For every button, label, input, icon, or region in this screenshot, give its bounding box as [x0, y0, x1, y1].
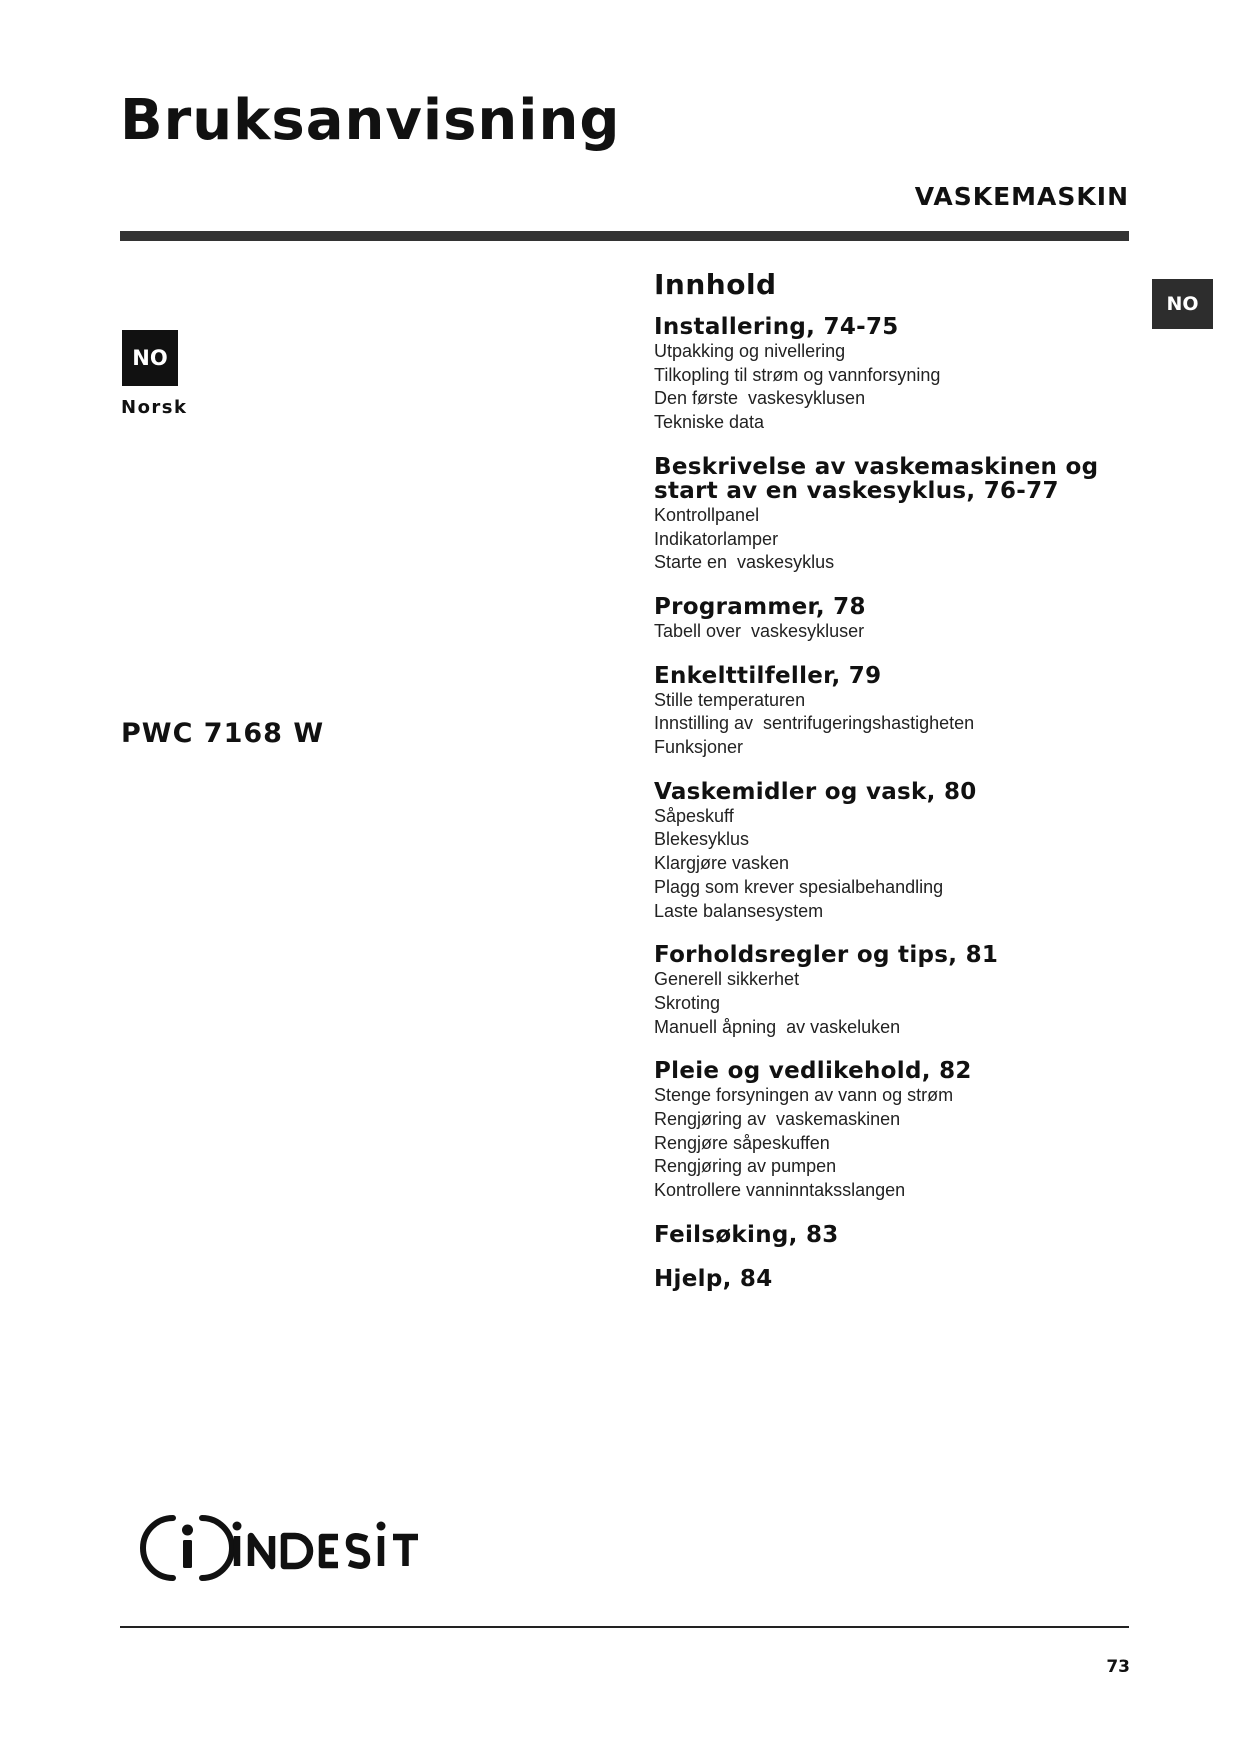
toc-item: Plagg som krever spesialbehandling: [654, 876, 944, 897]
toc-item: Indikatorlamper: [654, 528, 779, 549]
toc-item-list: [654, 968, 1124, 1039]
toc-heading: Innhold: [654, 268, 777, 301]
page-number: 73: [1106, 1657, 1130, 1677]
toc-item: Kontrollere vanninntaksslangen: [654, 1180, 906, 1201]
document-title: Bruksanvisning: [120, 88, 621, 153]
toc-item: Stenge forsyningen av vann og strøm: [654, 1085, 954, 1106]
toc-section: [654, 1059, 1124, 1203]
toc-section: [654, 1223, 1124, 1247]
header-divider: [120, 231, 1129, 241]
toc-section-title: Installering, 74-75: [654, 314, 899, 340]
language-side-tab: NO: [1152, 279, 1213, 329]
toc-section-title: Enkelttilfeller, 79: [654, 662, 882, 689]
toc-section: [654, 455, 1124, 575]
toc-section: [654, 943, 1124, 1039]
toc-item: Blekesyklus: [654, 829, 750, 850]
toc-item-list: [654, 620, 1124, 644]
toc-item-list: [654, 689, 1124, 760]
toc-item: Funksjoner: [654, 737, 744, 758]
toc-section-title: Beskrivelse av vaskemaskinen og start av en vaskesyklus, 76-77: [654, 453, 1099, 504]
toc-section-title: Pleie og vedlikehold, 82: [654, 1058, 972, 1085]
language-code-badge: NO: [122, 330, 178, 386]
table-of-contents: [654, 268, 1124, 1311]
toc-item-list: [654, 1084, 1124, 1203]
toc-item: Rengjøring av vaskemaskinen: [654, 1109, 901, 1130]
toc-section-title: Programmer, 78: [654, 593, 866, 620]
toc-item: Skroting: [654, 992, 721, 1013]
toc-item-list: [654, 504, 1124, 575]
model-number: PWC 7168 W: [121, 718, 325, 749]
toc-item-list: [654, 805, 1124, 924]
toc-item: Såpeskuff: [654, 805, 734, 826]
toc-item: Innstilling av sentrifugeringshastigheten: [654, 713, 975, 734]
language-name: Norsk: [121, 397, 188, 418]
toc-section-title: Feilsøking, 83: [654, 1221, 839, 1248]
indesit-logo-icon: [138, 1508, 428, 1584]
toc-section-title: Hjelp, 84: [654, 1265, 773, 1292]
product-type: VASKEMASKIN: [914, 182, 1129, 211]
toc-section-title: Vaskemidler og vask, 80: [654, 778, 977, 805]
toc-item: Rengjøre såpeskuffen: [654, 1132, 830, 1153]
toc-item: Tekniske data: [654, 412, 765, 433]
toc-section: [654, 315, 1124, 435]
toc-item: Den første vaskesyklusen: [654, 388, 866, 409]
toc-section: [654, 1267, 1124, 1291]
toc-item: Starte en vaskesyklus: [654, 552, 835, 573]
toc-item: Kontrollpanel: [654, 504, 760, 525]
toc-item: Rengjøring av pumpen: [654, 1156, 837, 1177]
footer-divider: [120, 1626, 1129, 1628]
toc-item: Manuell åpning av vaskeluken: [654, 1016, 901, 1037]
toc-item: Stille temperaturen: [654, 689, 806, 710]
toc-sections: [654, 315, 1124, 1291]
toc-item: Laste balansesystem: [654, 900, 824, 921]
toc-item: Generell sikkerhet: [654, 969, 800, 990]
toc-section: [654, 780, 1124, 924]
toc-section: [654, 664, 1124, 760]
toc-item: Tilkopling til strøm og vannforsyning: [654, 364, 941, 385]
toc-item: Tabell over vaskesykluser: [654, 620, 865, 641]
toc-section-title: Forholdsregler og tips, 81: [654, 942, 999, 969]
toc-item: Utpakking og nivellering: [654, 341, 846, 361]
toc-item-list: [654, 340, 1124, 435]
toc-item: Klargjøre vasken: [654, 853, 790, 874]
toc-section: [654, 595, 1124, 644]
